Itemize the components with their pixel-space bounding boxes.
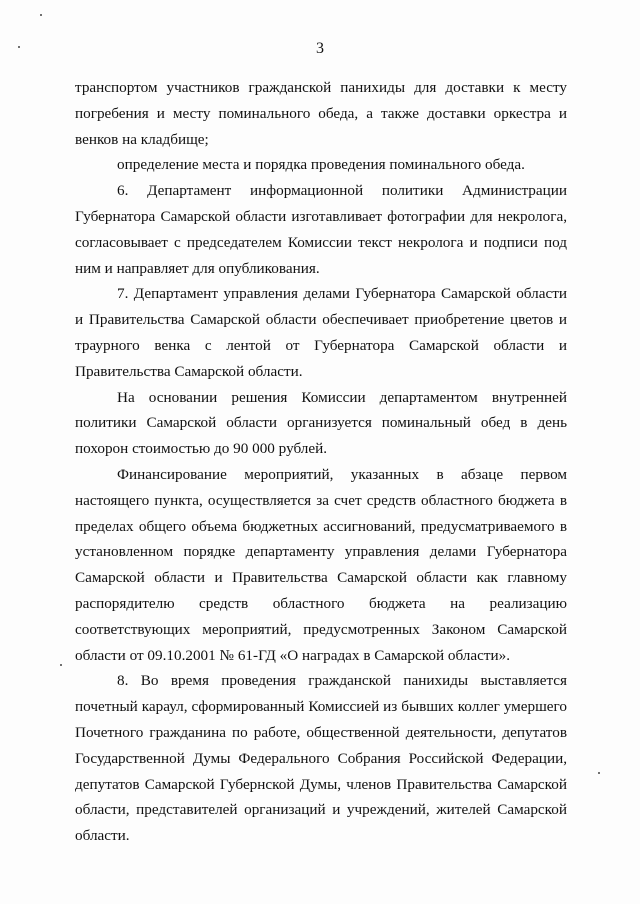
scan-speck [40,14,42,16]
paragraph-memorial-dinner-place: определение места и порядка проведения поминального обеда. [117,156,525,174]
scan-speck [598,772,600,774]
paragraph-item-8: 8. Во время проведения гражданской панихиды выставляется почетный караул, сформированный Комиссией из бывших коллег умершего Почетного гражданина по работе, общественной деятельности, депутатов Государственной Думы Федерального Собрания Российской Федерации, депутатов Самарской Губернской Думы, членов Правительства Самарской области, представителей организаций и учреждений, жителей Самарской области. [75,672,567,845]
paragraph-financing: Финансирование мероприятий, указанных в абзаце первом настоящего пункта, осуществляется за счет средств областного бюджета в пределах общего объема бюджетных ассигнований, предусматриваемого в установленном порядке департаменту управления делами Губернатора Самарской области и Правительства Самарской области как главному распорядителю средств областного бюджета на реализацию соответствующих мероприятий, предусмотренных Законом Самарской области от 09.10.2001 № 61-ГД «О наградах в Самарской области». [75,465,567,664]
paragraph-memorial-dinner-cost: На основании решения Комиссии департаментом внутренней политики Самарской области организуется поминальный обед в день похорон стоимостью до 90 000 рублей. [75,388,567,458]
scan-speck [60,664,62,666]
page-number: 3 [316,40,324,57]
paragraph-item-6: 6. Департамент информационной политики Администрации Губернатора Самарской области изготавливает фотографии для некролога, согласовывает с председателем Комиссии текст некролога и подписи под ним и направляет для опубликования. [75,182,567,277]
paragraph-item-7: 7. Департамент управления делами Губернатора Самарской области и Правительства Самарской области обеспечивает приобретение цветов и траурного венка с лентой от Губернатора Самарской области и Правительства Самарской области. [75,285,567,380]
document-body [75,75,567,849]
paragraph-transport: транспортом участников гражданской панихиды для доставки к месту погребения и месту поминального обеда, а также доставки оркестра и венков на кладбище; [75,79,567,148]
